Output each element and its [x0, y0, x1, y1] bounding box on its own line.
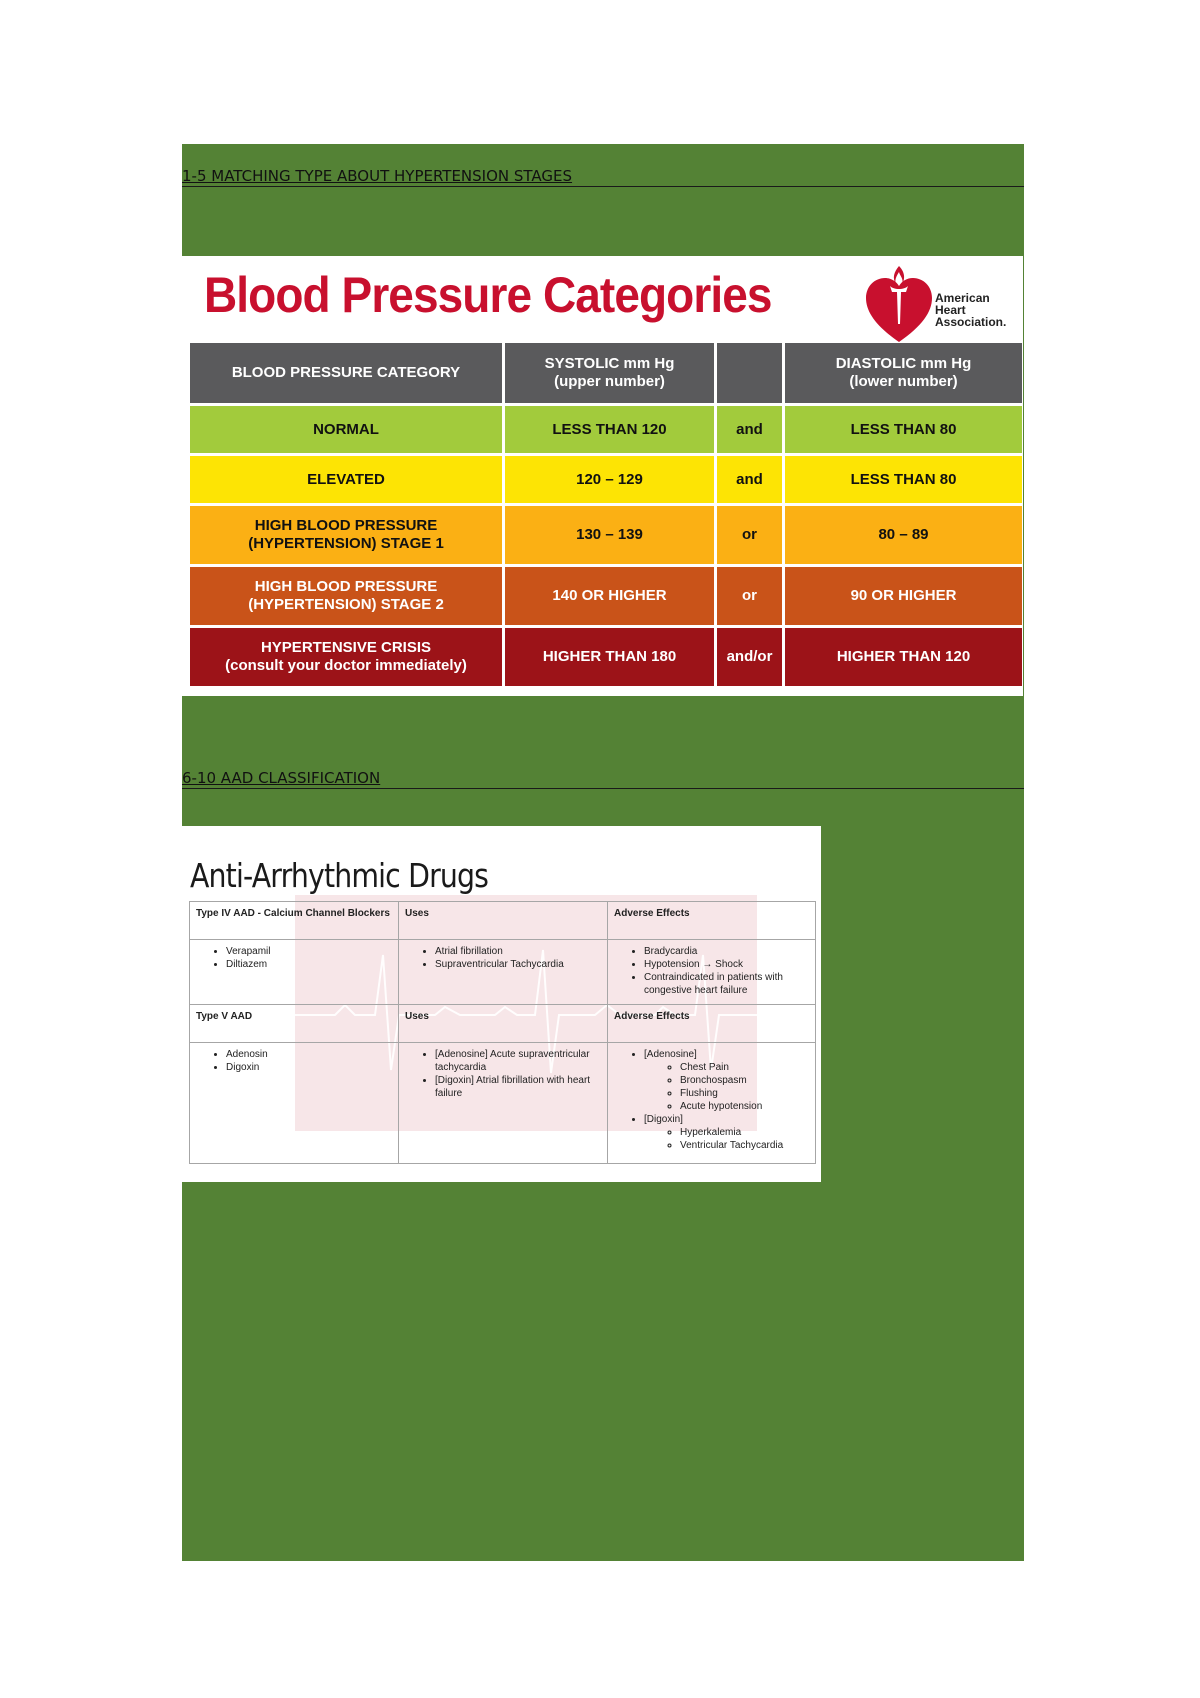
section-heading-aad: 6-10 AAD CLASSIFICATION: [182, 768, 1024, 789]
bp-row-stage1: [190, 506, 1022, 564]
systolic-cell: 140 OR HIGHER: [505, 567, 714, 625]
list-item: ◦ Chest Pain: [680, 1061, 809, 1074]
adverse-header: Adverse Effects: [608, 902, 816, 940]
aad-row-type5: [190, 1043, 816, 1164]
diastolic-cell: LESS THAN 80: [785, 456, 1022, 503]
type4-drugs: [190, 940, 399, 1005]
aad-header-row-type5: [190, 1005, 816, 1043]
list-item: ◦ Acute hypotension: [680, 1100, 809, 1113]
diastolic-cell: 80 – 89: [785, 506, 1022, 564]
bp-header-row: [190, 343, 1022, 403]
diastolic-cell: HIGHER THAN 120: [785, 628, 1022, 686]
connector-cell: and/or: [717, 628, 782, 686]
list-item: ◦ Bronchospasm: [680, 1074, 809, 1087]
header-category: BLOOD PRESSURE CATEGORY: [190, 343, 502, 403]
aad-title: Anti-Arrhythmic Drugs: [190, 856, 489, 895]
list-item: • Verapamil: [226, 945, 392, 958]
type4-adverse: [608, 940, 816, 1005]
header-diastolic: DIASTOLIC mm Hg (lower number): [785, 343, 1022, 403]
aad-row-type4: [190, 940, 816, 1005]
type4-uses: [399, 940, 608, 1005]
list-item: • Adenosin: [226, 1048, 392, 1061]
bp-table: [187, 340, 1025, 689]
adverse-header: Adverse Effects: [608, 1005, 816, 1043]
connector-cell: and: [717, 406, 782, 453]
category-cell: HIGH BLOOD PRESSURE (HYPERTENSION) STAGE 1: [190, 506, 502, 564]
list-item: • Contraindicated in patients with congestive heart failure: [644, 971, 809, 997]
systolic-cell: 120 – 129: [505, 456, 714, 503]
type5-adverse: [608, 1043, 816, 1164]
section-heading-hypertension: 1-5 MATCHING TYPE ABOUT HYPERTENSION STAGES: [182, 166, 1024, 187]
list-item: • Supraventricular Tachycardia: [435, 958, 601, 971]
logo-line: American: [935, 291, 990, 305]
header-systolic: SYSTOLIC mm Hg (upper number): [505, 343, 714, 403]
diastolic-cell: 90 OR HIGHER: [785, 567, 1022, 625]
type5-header: Type V AAD: [190, 1005, 399, 1043]
aad-panel: [182, 826, 821, 1182]
bp-row-stage2: [190, 567, 1022, 625]
connector-cell: or: [717, 506, 782, 564]
aad-header-row-type4: [190, 902, 816, 940]
bp-row-normal: [190, 406, 1022, 453]
connector-cell: and: [717, 456, 782, 503]
list-item: ◦ Ventricular Tachycardia: [680, 1139, 809, 1152]
list-item: ◦ Hyperkalemia: [680, 1126, 809, 1139]
list-item: • [Digoxin] Atrial fibrillation with heart failure: [435, 1074, 601, 1100]
logo-line: Association.: [935, 315, 1007, 329]
aad-table: [189, 901, 816, 1164]
uses-header: Uses: [399, 902, 608, 940]
logo-line: Heart: [935, 303, 966, 317]
type5-drugs: [190, 1043, 399, 1164]
bp-row-crisis: [190, 628, 1022, 686]
list-item: • [Digoxin] ◦ Hyperkalemia ◦ Ventricular Tachycardia: [644, 1113, 809, 1152]
list-item: • Diltiazem: [226, 958, 392, 971]
aha-logo-text: [935, 292, 1025, 328]
uses-header: Uses: [399, 1005, 608, 1043]
aha-heart-torch-logo: [864, 262, 934, 346]
type4-header: Type IV AAD - Calcium Channel Blockers: [190, 902, 399, 940]
bp-title: Blood Pressure Categories: [204, 267, 772, 323]
list-item: • Atrial fibrillation: [435, 945, 601, 958]
category-cell: HYPERTENSIVE CRISIS (consult your doctor immediately): [190, 628, 502, 686]
blood-pressure-chart: [182, 256, 1023, 696]
type5-uses: [399, 1043, 608, 1164]
list-item: • Bradycardia: [644, 945, 809, 958]
list-item: • [Adenosine] ◦ Chest Pain ◦ Bronchospasm ◦ Flushing ◦ Acute hypotension: [644, 1048, 809, 1113]
connector-cell: or: [717, 567, 782, 625]
systolic-cell: LESS THAN 120: [505, 406, 714, 453]
diastolic-cell: LESS THAN 80: [785, 406, 1022, 453]
list-item: ◦ Flushing: [680, 1087, 809, 1100]
list-item: • Digoxin: [226, 1061, 392, 1074]
systolic-cell: HIGHER THAN 180: [505, 628, 714, 686]
systolic-cell: 130 – 139: [505, 506, 714, 564]
list-item: • [Adenosine] Acute supraventricular tachycardia: [435, 1048, 601, 1074]
list-item: • Hypotension → Shock: [644, 958, 809, 971]
category-cell: ELEVATED: [190, 456, 502, 503]
category-cell: NORMAL: [190, 406, 502, 453]
bp-row-elevated: [190, 456, 1022, 503]
category-cell: HIGH BLOOD PRESSURE (HYPERTENSION) STAGE 2: [190, 567, 502, 625]
header-connector: [717, 343, 782, 403]
